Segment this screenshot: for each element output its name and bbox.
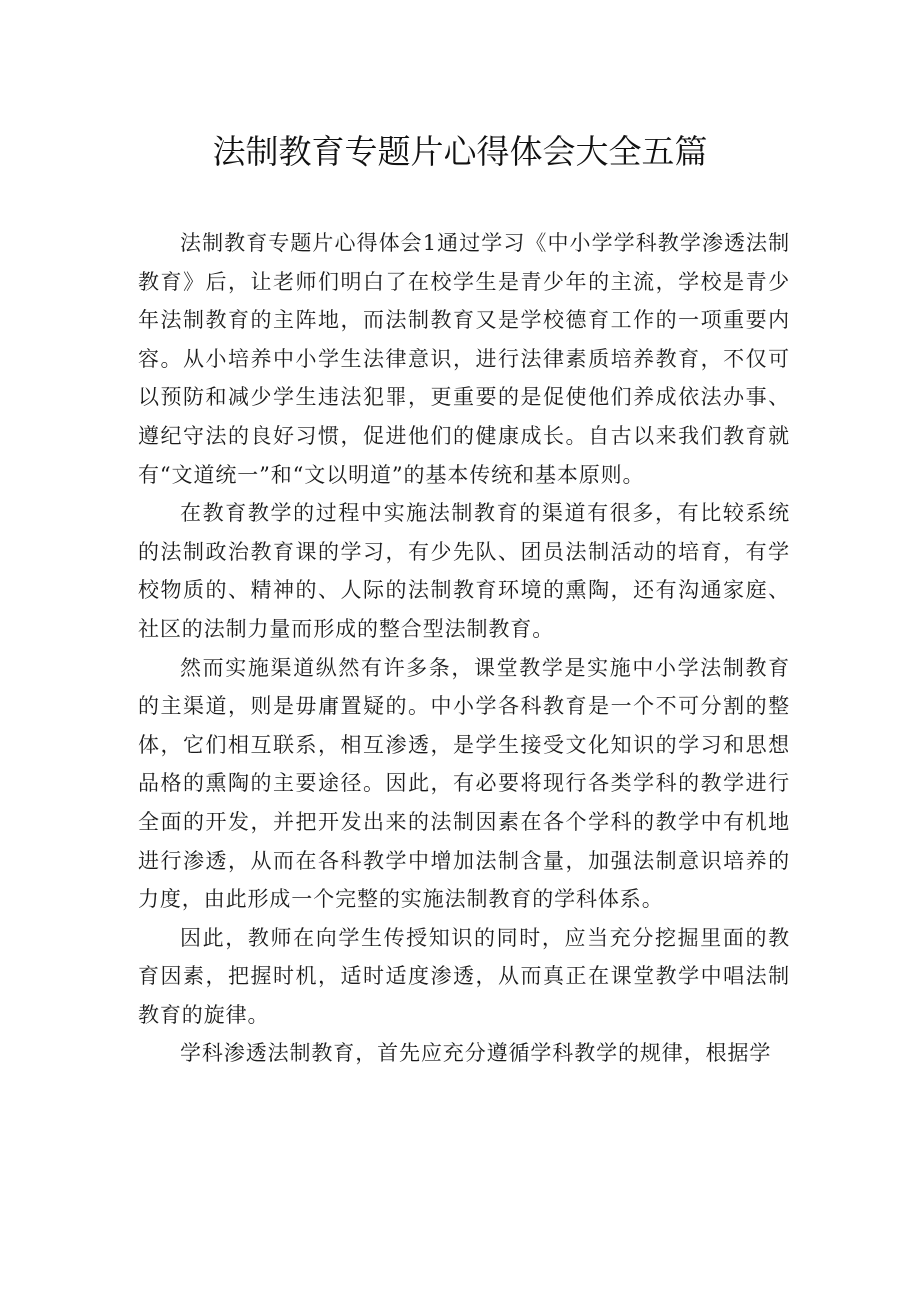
paragraph-3: 然而实施渠道纵然有许多条，课堂教学是实施中小学法制教育的主渠道，则是毋庸置疑的。中小学各科教育是一个不可分割的整体，它们相互联系，相互渗透，是学生接受文化知识的学习和思想品格的熏陶的主要途径。因此，有必要将现行各类学科的教学进行全面的开发，并把开发出来的法制因素在各个学科的教学中有机地进行渗透，从而在各科教学中增加法制含量，加强法制意识培养的力度，由此形成一个完整的实施法制教育的学科体系。 — [138, 655, 790, 912]
document-body — [138, 224, 790, 1073]
paragraph-2: 在教育教学的过程中实施法制教育的渠道有很多，有比较系统的法制政治教育课的学习，有少先队、团员法制活动的培育，有学校物质的、精神的、人际的法制教育环境的熏陶，还有沟通家庭、社区的法制力量而形成的整合型法制教育。 — [138, 501, 790, 641]
page-title: 法制教育专题片心得体会大全五篇 — [212, 132, 708, 171]
paragraph-5: 学科渗透法制教育，首先应充分遵循学科教学的规律，根据学 — [180, 1041, 772, 1066]
paragraph-1: 法制教育专题片心得体会1通过学习《中小学学科教学渗透法制教育》后，让老师们明白了在校学生是青少年的主流，学校是青少年法制教育的主阵地，而法制教育又是学校德育工作的一项重要内容。从小培养中小学生法律意识，进行法律素质培养教育，不仅可以预防和减少学生违法犯罪，更重要的是促使他们养成依法办事、遵纪守法的良好习惯，促进他们的健康成长。自古以来我们教育就有“文道统一”和“文以明道”的基本传统和基本原则。 — [138, 231, 790, 487]
paragraph-4: 因此，教师在向学生传授知识的同时，应当充分挖掘里面的教育因素，把握时机，适时适度渗透，从而真正在课堂教学中唱法制教育的旋律。 — [138, 925, 790, 1027]
